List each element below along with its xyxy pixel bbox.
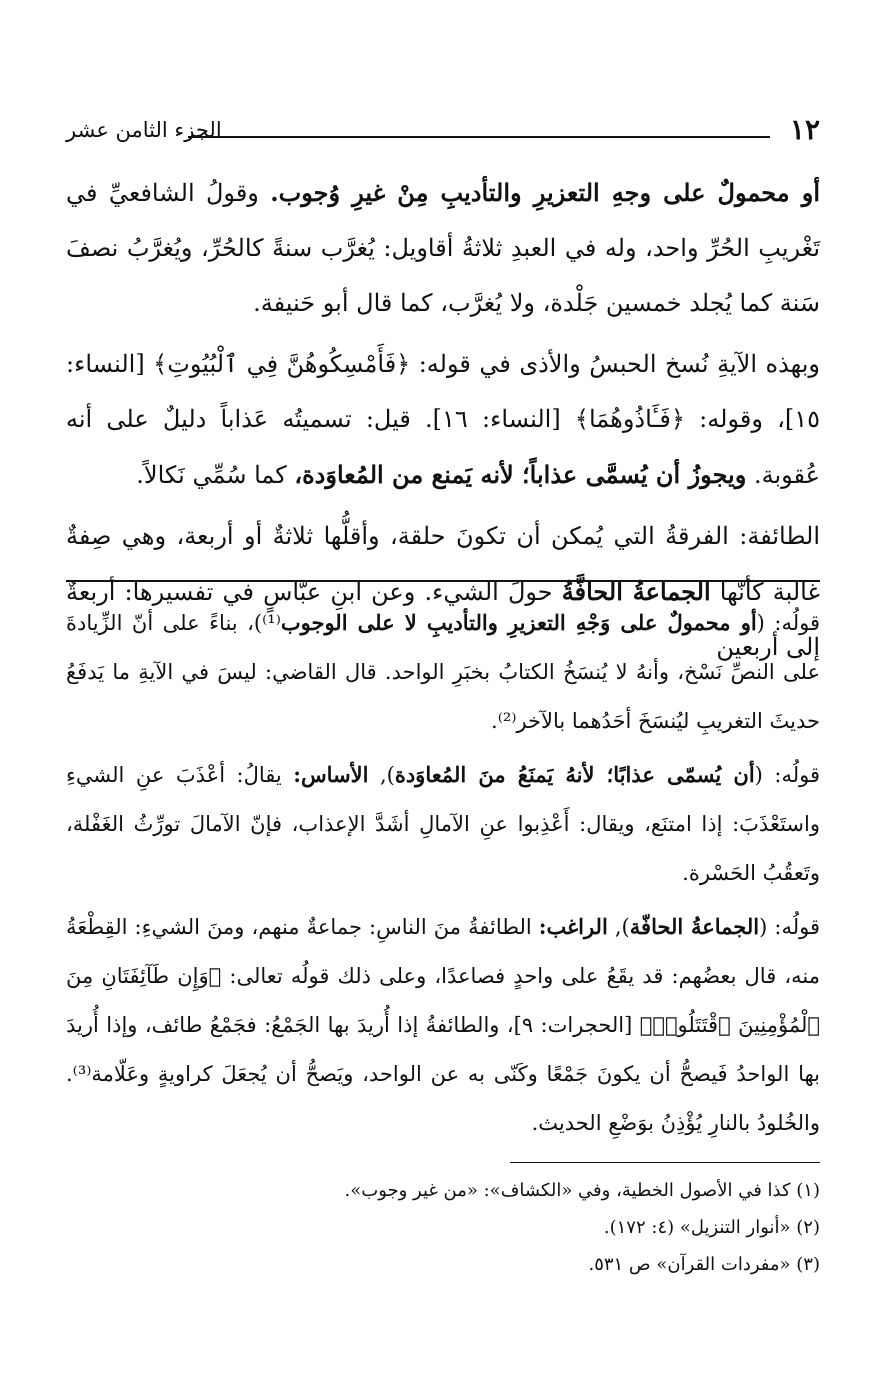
commentary-section [66,598,820,1152]
text-commentary-divider [66,580,820,582]
commentary-paragraph-2 [66,750,820,898]
commentary-text-3: الطائفةُ منَ الناسِ: جماعةٌ منهم، ومنَ الشيءِ: القِطْعَةُ منه، قال بعضُهم: قد يقَعُ على واحدٍ فصاعدًا، وعلى ذلك قولُه تعالى: ﴿وَإِن طَآئِفَتَانِ مِنَ ٱلْمُؤْمِنِينَ ٱقْتَتَلُوا۟﴾ [الحجرات: ٩]، والطائفةُ إذا أُريدَ بها الجَمْعُ: فجَمْعُ طائف، وإذا أُريدَ بها الواحدُ فَيصحُّ أن يكونَ جَمْعًا وكَنّى به عن الواحد، ويَصحُّ أن يُجعَلَ كراويةٍ وعَلّامة⁽³⁾. والخُلودُ بالنارِ يُؤْذِنُ بوَضْعِ الحديث. [66,915,820,1135]
page-header [66,112,820,152]
commentary-mid-2: ), [368,763,395,787]
main-text-3a: الطائفة: الفرقةُ التي يُمكن أن تكونَ حلقة، وأقلُّها ثلاثةٌ أو أربعة، وهي صِفةٌ غالبة كأنّها [66,522,821,606]
main-paragraph-2 [66,337,820,503]
commentary-lead-1: قولُه: ( [756,611,820,635]
main-text-2a: وبهذه الآيةِ نُسخ الحبسُ والأذى في قوله: ﴿فَأَمْسِكُوهُنَّ فِي ٱلْبُيُوتِ﴾ [النساء: ١٥]، وقوله: ﴿فَـَٔاذُوهُمَا﴾ [النساء: ١٦]. قيل: تسميتُه عَذاباً دليلٌ على أنه عُقوبة. [66,350,821,489]
commentary-text-2: يقالُ: أعْذَبَ عنِ الشيءِ واستَعْذَبَ: إذا امتنَع، ويقال: أَعْذِبوا عنِ الآمالِ أشَدَّ الإعذاب، فإنّ الآمالَ تورِّثُ الغَفْلة، وتَعقُبُ الحَسْرة. [66,763,820,885]
commentary-paragraph-1 [66,598,820,746]
footnote-1: (١) كذا في الأصول الخطية، وفي «الكشاف»: «من غير وجوب». [344,1180,820,1201]
running-title: الجزء الثامن عشر [66,118,222,142]
main-text-1: وقولُ الشافعيِّ في تَغْريبِ الحُرِّ واحد، وله في العبدِ ثلاثةُ أقاويل: يُغرَّب سنةً كالحُرِّ، ويُغرَّبُ نصفَ سَنة كما يُجلد خمسين جَلْدة، ولا يُغرَّب، كما قال أبو حَنيفة. [66,179,820,317]
commentary-lead-3: قولُه: ( [759,915,820,939]
commentary-paragraph-3 [66,902,820,1148]
main-bold-2: ويجوزُ أن يُسمَّى عذاباً؛ لأنه يَمنع من المُعاوَدة، [294,460,747,489]
commentary-bold-2b: الأساس: [293,762,369,787]
commentary-lead-2: قولُه: ( [754,763,820,787]
main-text-3b: حولَ الشيء. وعن ابنِ عبّاسٍ في تفسيرها: أربعةٌ إلى أربعين [66,578,820,661]
footnote-2: (٢) «أنوار التنزيل» (٤: ١٧٢). [603,1217,820,1238]
header-rule [188,136,770,138]
commentary-bold-3b: الراغب: [538,914,608,939]
main-bold-3: الجماعةُ الحافَّةُ [561,577,711,606]
main-bold-1: أو محمولٌ على وجهِ التعزيرِ والتأديبِ مِنْ غيرِ وُجوب. [270,178,820,207]
commentary-bold-3: الجماعةُ الحافّة [629,914,760,939]
footnotes [66,1172,820,1283]
commentary-text-1: ⁽¹⁾)، بناءً على أنّ الزِّيادةَ على النصِّ نَسْخ، وأنهُ لا يُنسَخُ الكتابُ بخبَرِ الواحد. قال القاضي: ليسَ في الآيةِ ما يَدفَعُ حديثَ التغريبِ ليُنسَخَ أحَدُهما بالآخر⁽²⁾. [66,611,820,733]
commentary-bold-2: أن يُسمّى عذابًا؛ لأنهُ يَمنَعُ منَ المُعاوَدة [394,762,755,787]
footnote-divider [510,1162,820,1163]
page-number: ١٢ [789,113,820,146]
commentary-mid-3: ), [607,915,630,939]
main-paragraph-1 [66,165,820,331]
footnote-3: (٣) «مفردات القرآن» ص ٥٣١. [588,1254,820,1275]
commentary-bold-1: أو محمولٌ على وَجْهِ التعزيرِ والتأديبِ لا على الوجوب [280,610,757,635]
main-text-2b: كما سُمِّي نَكالاً. [136,461,295,489]
